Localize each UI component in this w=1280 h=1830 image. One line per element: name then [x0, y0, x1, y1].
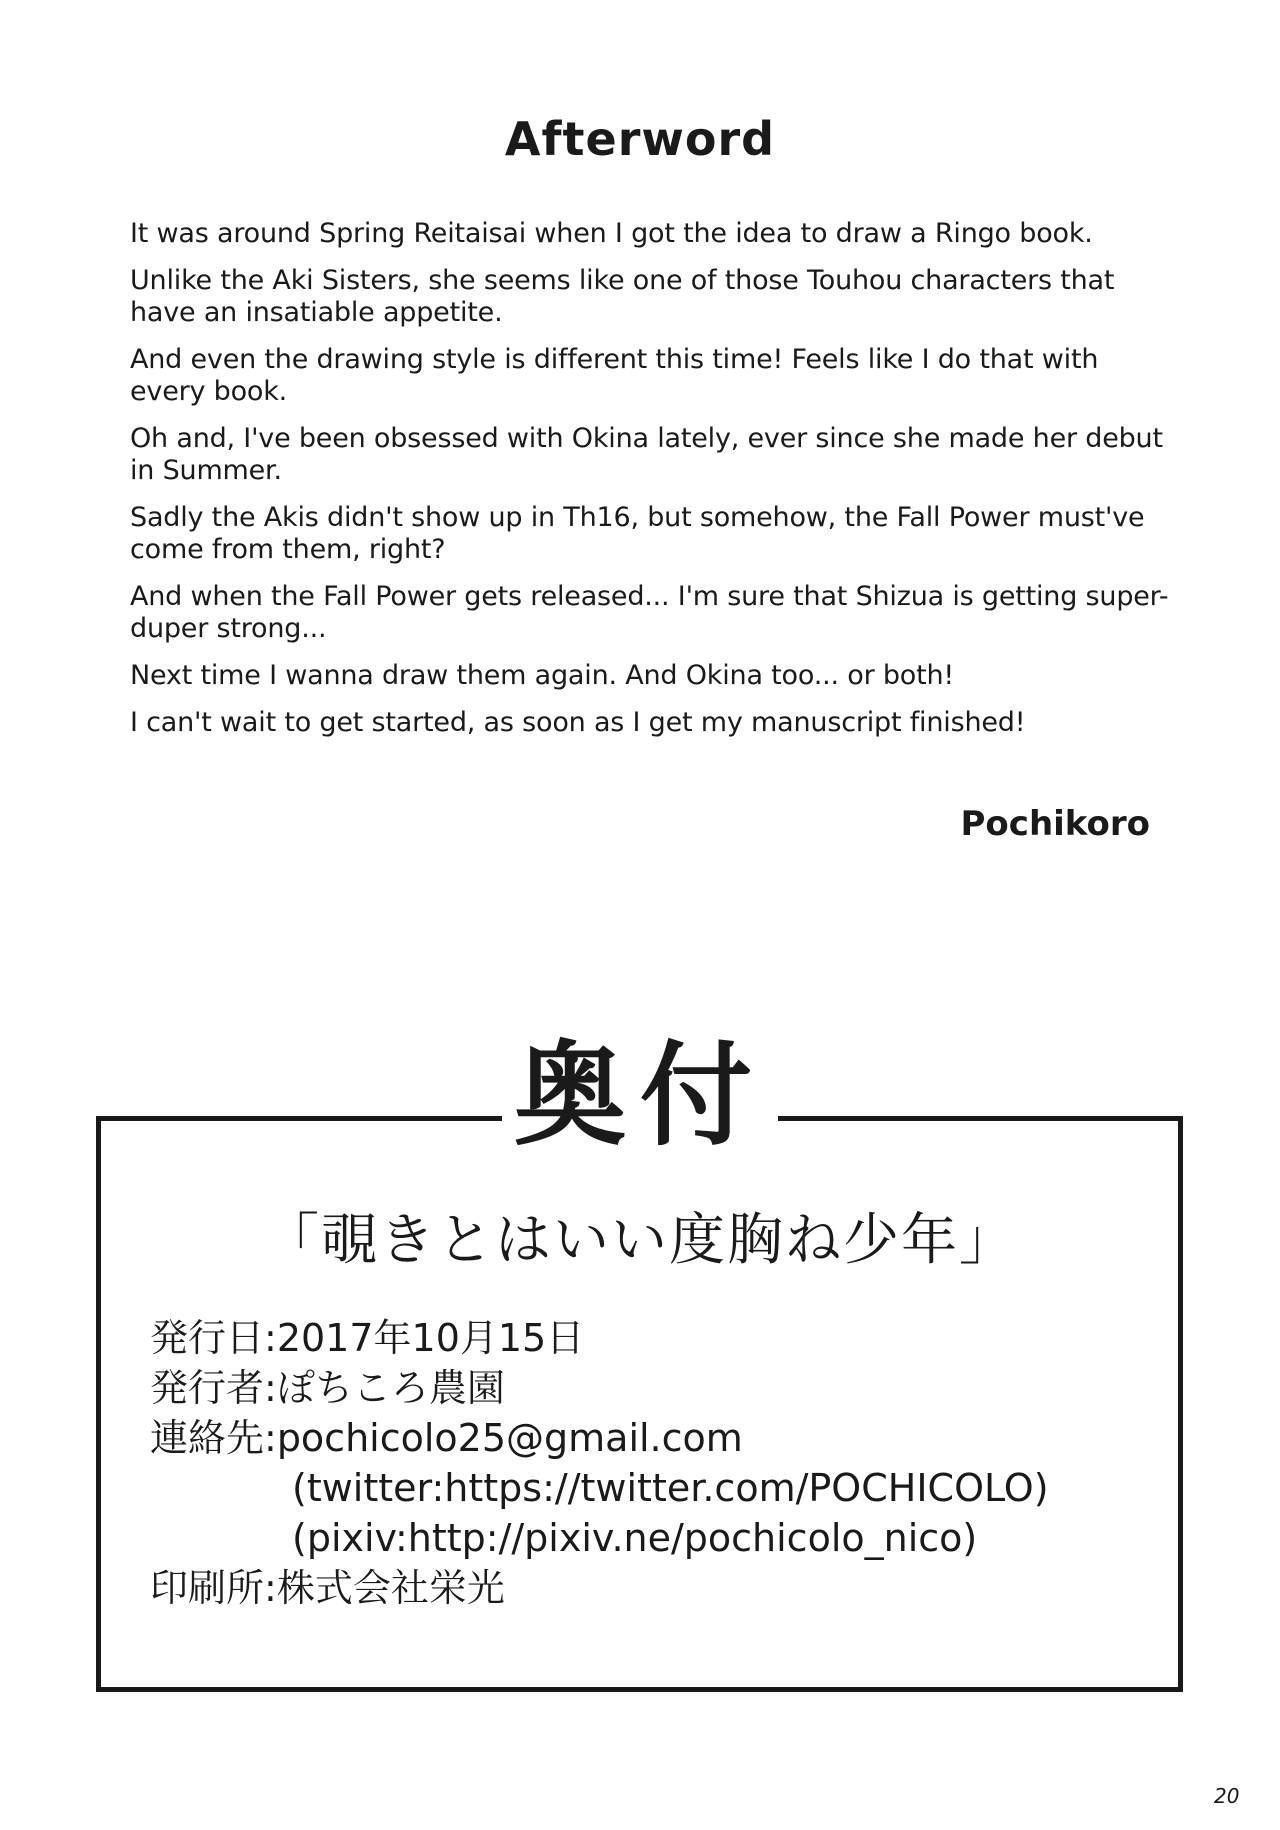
afterword-title: Afterword: [504, 112, 776, 166]
printer-label: 印刷所:: [150, 1566, 277, 1610]
afterword-paragraph: It was around Spring Reitaisai when I got the idea to draw a Ringo book.: [130, 218, 1093, 249]
contact-pixiv: (pixiv:http://pixiv.ne/pochicolo_nico): [292, 1516, 978, 1560]
publisher-value: ぽちころ農園: [276, 1366, 505, 1410]
contact-twitter-row: [150, 1464, 1150, 1514]
printer-row: [150, 1564, 1150, 1614]
afterword-paragraph: Next time I wanna draw them again. And Okina too... or both!: [130, 660, 955, 691]
afterword-paragraph: Oh and, I've been obsessed with Okina lately, ever since she made her debut in Summer.: [130, 423, 1163, 486]
contact-row: [150, 1414, 1150, 1464]
afterword-body: [130, 218, 1170, 754]
publisher-row: [150, 1364, 1150, 1414]
contact-label: 連絡先:: [150, 1416, 277, 1460]
author-signature: Pochikoro: [960, 804, 1150, 844]
afterword-paragraph: I can't wait to get started, as soon as I get my manuscript finished!: [130, 707, 1026, 738]
colophon-details: [150, 1314, 1150, 1614]
colophon-heading-text: 奥付: [502, 1040, 778, 1152]
contact-pixiv-row: [150, 1514, 1150, 1564]
afterword-paragraph: Sadly the Akis didn't show up in Th16, but somehow, the Fall Power must've come from them, right?: [130, 502, 1145, 565]
printer-value: 株式会社栄光: [276, 1566, 505, 1610]
page-number: 20: [1214, 1784, 1240, 1808]
contact-twitter: (twitter:https://twitter.com/POCHICOLO): [292, 1466, 1049, 1510]
afterword-paragraph: And even the drawing style is different this time! Feels like I do that with every book.: [130, 344, 1099, 407]
colophon-book-title: 「覗きとはいい度胸ね少年」: [263, 1208, 1017, 1273]
afterword-paragraph: And when the Fall Power gets released... I'm sure that Shizua is getting super-duper strong...: [130, 581, 1169, 644]
colophon-heading: [0, 1031, 1280, 1161]
release-date-row: [150, 1314, 1150, 1364]
release-date-label: 発行日:: [150, 1316, 277, 1360]
contact-email: pochicolo25@gmail.com: [276, 1416, 743, 1460]
publisher-label: 発行者:: [150, 1366, 277, 1410]
afterword-paragraph: Unlike the Aki Sisters, she seems like one of those Touhou characters that have an insatiable appetite.: [130, 265, 1115, 328]
release-date-value: 2017年10月15日: [276, 1316, 585, 1360]
